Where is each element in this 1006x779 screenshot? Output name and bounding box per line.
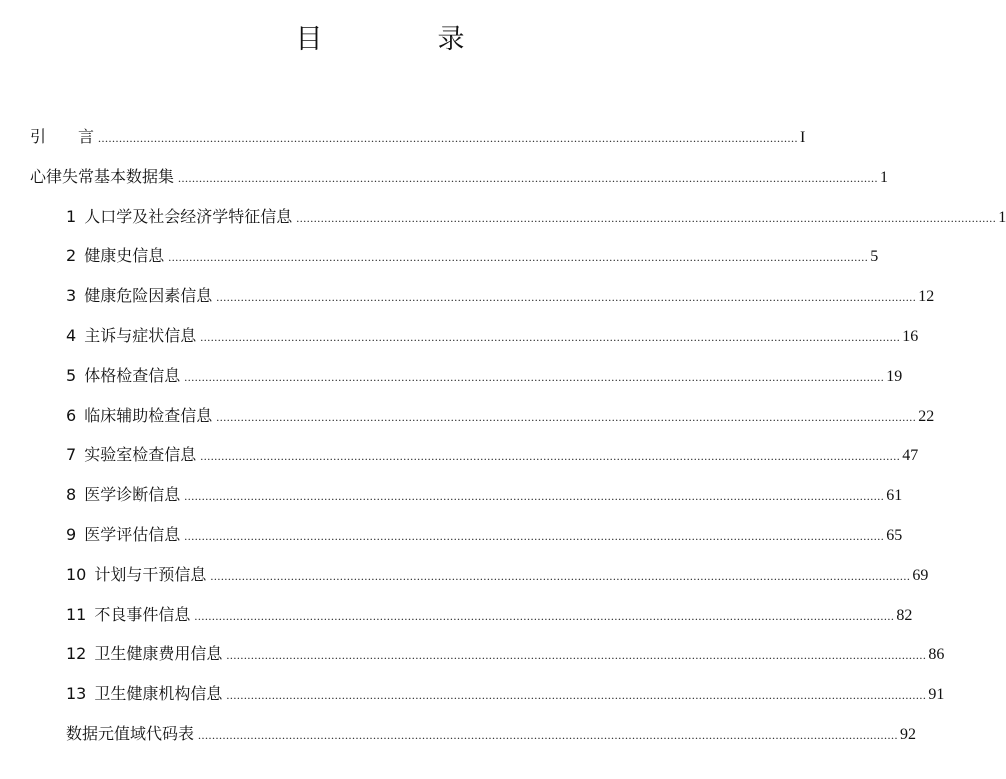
toc-entry[interactable]: [66, 719, 917, 749]
toc-entry-label: 人口学及社会经济学特征信息: [84, 206, 293, 226]
toc-leader-dots: ........................................................................................................................................................................................................: [184, 529, 885, 543]
toc-entry-number: 13: [66, 684, 87, 704]
toc-entry-label: 体格检查信息: [84, 365, 181, 385]
toc-entry[interactable]: [66, 321, 919, 351]
toc-entry[interactable]: [66, 520, 903, 550]
toc-leader-dots: ........................................................................................................................................................................................................: [98, 131, 799, 145]
toc-entry-label: 卫生健康机构信息: [94, 684, 223, 704]
toc-entry-label: 临床辅助检查信息: [84, 405, 213, 425]
toc-entry-label: 卫生健康费用信息: [94, 644, 223, 664]
toc-entry[interactable]: [66, 241, 879, 271]
toc-entry-page: 5: [870, 248, 879, 266]
toc-entry-label: 引 言: [30, 127, 95, 146]
toc-entry[interactable]: [66, 679, 945, 709]
toc-leader-dots: ........................................................................................................................................................................................................: [200, 449, 901, 464]
toc-leader-dots: ........................................................................................................................................................................................................: [178, 170, 879, 185]
toc-leader-dots: ........................................................................................................................................................................................................: [194, 608, 895, 623]
toc-leader-dots: ........................................................................................................................................................................................................: [198, 728, 899, 742]
toc-entry-number: 9: [66, 525, 77, 544]
toc-entry-page: 86: [928, 646, 945, 664]
toc-entry-page: 19: [886, 367, 903, 385]
toc-entry-page: 65: [886, 527, 903, 544]
toc-leader-dots: ........................................................................................................................................................................................................: [168, 250, 869, 265]
toc-entry-page: 82: [896, 606, 913, 624]
toc-leader-dots: ........................................................................................................................................................................................................: [216, 409, 917, 424]
toc-leader-dots: ........................................................................................................................................................................................................: [296, 210, 997, 225]
toc-entry-number: 2: [66, 246, 77, 266]
toc-entry-number: 3: [66, 286, 77, 306]
toc-entry-number: 1: [66, 206, 77, 226]
toc-leader-dots: ........................................................................................................................................................................................................: [184, 369, 885, 384]
toc-entry-label: 健康史信息: [84, 246, 165, 266]
toc-entry-label: 不良事件信息: [94, 604, 191, 624]
toc-entry[interactable]: [66, 281, 935, 311]
toc-entry-page: 47: [902, 447, 919, 465]
toc-entry-number: 6: [66, 405, 77, 425]
toc-entry-page: 1: [998, 208, 1006, 226]
toc-entry[interactable]: [66, 600, 913, 630]
toc-entry-label: 主诉与症状信息: [84, 326, 197, 345]
toc-entry[interactable]: [66, 361, 903, 391]
toc-entry-page: I: [800, 129, 806, 146]
toc-entry-number: 8: [66, 485, 77, 505]
toc-entry[interactable]: [66, 202, 1006, 232]
toc-entry-number: 12: [66, 644, 87, 664]
toc-entry-label: 数据元值域代码表: [66, 724, 195, 743]
toc-entry-number: 11: [66, 604, 87, 624]
toc-entry[interactable]: [30, 162, 889, 192]
toc-entry-label: 医学诊断信息: [84, 485, 181, 505]
toc-leader-dots: ........................................................................................................................................................................................................: [226, 688, 927, 703]
toc-entry-label: 心律失常基本数据集: [30, 166, 175, 186]
toc-entry-page: 16: [902, 328, 919, 345]
toc-entry-label: 医学评估信息: [84, 525, 181, 544]
toc-entry-label: 健康危险因素信息: [84, 286, 213, 306]
toc-entry-page: 22: [918, 407, 935, 425]
toc-entry-page: 1: [880, 168, 889, 186]
toc-entry-page: 92: [900, 726, 917, 743]
toc-entry[interactable]: [66, 480, 903, 510]
toc-leader-dots: ........................................................................................................................................................................................................: [216, 290, 917, 305]
toc-entry[interactable]: [66, 639, 945, 669]
toc-entry-page: 69: [912, 566, 929, 584]
toc-entry[interactable]: [66, 401, 935, 431]
toc-entry-label: 实验室检查信息: [84, 445, 197, 465]
toc-leader-dots: ........................................................................................................................................................................................................: [184, 489, 885, 504]
toc-entry-number: 10: [66, 564, 87, 584]
toc-entry-page: 61: [886, 487, 903, 505]
toc-leader-dots: ........................................................................................................................................................................................................: [200, 330, 901, 344]
toc-entry-number: 4: [66, 326, 77, 345]
toc-entry-number: 5: [66, 365, 77, 385]
toc-entry-page: 91: [928, 686, 945, 704]
toc-entry-page: 12: [918, 288, 935, 306]
toc-entry-label: 计划与干预信息: [94, 564, 207, 584]
toc-entry[interactable]: [66, 440, 919, 470]
toc-entry-number: 7: [66, 445, 77, 465]
toc-title: 目 录: [295, 24, 509, 55]
toc-entry[interactable]: [66, 560, 929, 590]
toc-leader-dots: ........................................................................................................................................................................................................: [226, 648, 927, 663]
toc-entry[interactable]: [30, 122, 806, 152]
toc-leader-dots: ........................................................................................................................................................................................................: [210, 568, 911, 583]
